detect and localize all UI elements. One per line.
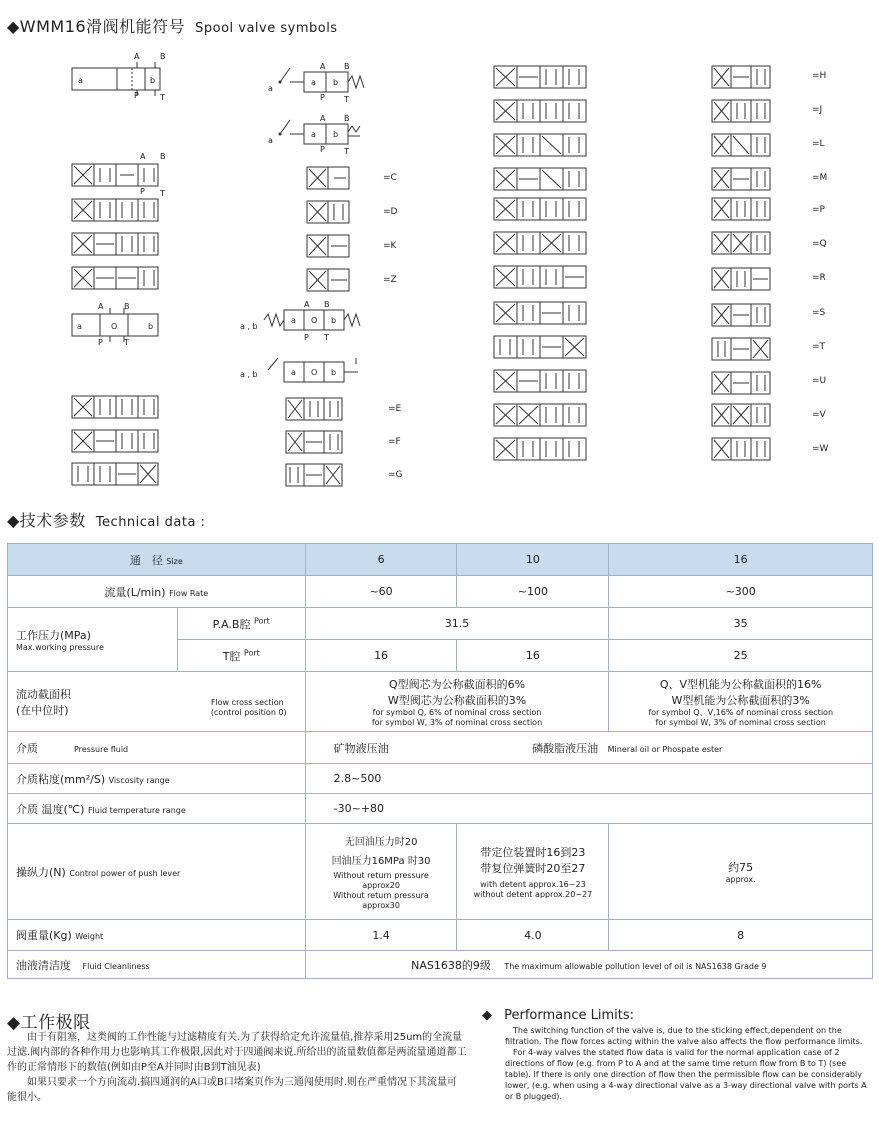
symbol-W [710, 436, 772, 462]
symbol-col1-center-o: a O b A B P T [70, 302, 170, 348]
force-6-en1: Without return pressure approx20 [333, 870, 429, 890]
limits-en-p2: For 4-way valves the stated flow data is valid for the normal application case of 2 directions of flow (e.g. from P to A and at the same time return flow from B to T) (see table). If there is only one direction of flow then the permissible flow can be considerably lower, (e.g. when using a 4-way directional valve as a 3-way directional valve with ports A or B plugged). [505, 1048, 867, 1101]
size-10: 10 [457, 544, 609, 576]
symbols-title-en: Spool valve symbols [195, 21, 338, 36]
symbol-lever-center: a , b a O b [240, 354, 370, 390]
symbol-col3-row12 [492, 436, 588, 462]
limits-cn-p1: 由于有阻塞，这类阀的工作性能与过滤精度有关.为了获得给定允许流量值,推荐采用25um的全流量过滤.阀内部的各种作用力也影响其工作极限,因此对于四通阀来说.所给出的流量数值都是两流量通道都工作的正常情形下的数值(例如由P至A并同时由B到T油见表) [7, 1032, 467, 1073]
code-T: =T [812, 342, 826, 352]
symbols-title-cn: ◆WMM16滑阀机能符号 [7, 17, 186, 36]
flow-section-label-en: Flow cross section [210, 697, 284, 707]
code-J: =J [812, 105, 823, 115]
port-label-2: Port [243, 647, 260, 657]
symbol-L [710, 132, 772, 158]
code-Q: =Q [812, 239, 827, 249]
code-D: =D [383, 207, 398, 217]
size-label-cn: 通 径 [129, 553, 163, 567]
medium-value2: 磷酸脂液压油 [532, 741, 599, 755]
symbol-col3-row9 [492, 334, 588, 360]
cleanliness-label-en: Fluid Cleanliness [82, 961, 150, 971]
code-R: =R [812, 273, 826, 283]
symbol-col3-row8 [492, 300, 588, 326]
port-label-1: Port [253, 615, 270, 625]
flow-10: ~100 [457, 576, 609, 608]
symbol-T [710, 336, 772, 362]
medium-label-en: Pressure fluid [74, 744, 129, 754]
medium-label-cn: 介质 [16, 741, 38, 755]
tech-table [7, 543, 873, 979]
symbol-S [710, 302, 772, 328]
symbol-H [710, 64, 772, 90]
force-10-cn1: 带定位装置时16到23 [480, 845, 586, 859]
medium-value2-en: Mineral oil or Phospate ester [607, 744, 723, 754]
symbol-V [710, 402, 772, 428]
table-row [8, 951, 873, 979]
port-label-A: A [134, 52, 140, 61]
flow-section-left-cn1: Q型阀芯为公称截面积的6% [388, 677, 526, 691]
flow-section-left-en2: for symbol W, 3% of nominal cross section [371, 717, 543, 727]
pab-6-10: 31.5 [305, 608, 609, 640]
pab-label: P.A.B腔 [212, 617, 251, 631]
table-row [8, 576, 873, 608]
table-row [8, 824, 873, 920]
code-Z: =Z [383, 275, 397, 285]
cleanliness-value-cn: NAS1638的9级 [411, 958, 491, 972]
symbol-col1-row2 [70, 196, 162, 224]
force-label-en: Control power of push lever [69, 868, 181, 878]
code-C: =C [383, 173, 397, 183]
symbol-col3-row2 [492, 98, 588, 124]
pab-16: 35 [609, 608, 873, 640]
limits-text-en [505, 1025, 873, 1102]
code-F: =F [388, 437, 401, 447]
cleanliness-value-en: The maximum allowable pollution level of oil is NAS1638 Grade 9 [504, 961, 767, 971]
code-U: =U [812, 376, 827, 386]
code-L: =L [812, 139, 825, 149]
table-row [8, 794, 873, 824]
force-10-en2: without detent approx.20~27 [473, 889, 593, 899]
flow-section-left-cn2: W型阀芯为公称截面积的3% [387, 693, 527, 707]
viscosity-label-cn: 介质粘度(mm²/S) [16, 772, 106, 786]
symbol-col3-row6 [492, 230, 588, 256]
weight-16: 8 [609, 920, 873, 951]
symbol-col1-row3 [70, 230, 162, 258]
flow-label-en: Flow Rate [169, 588, 209, 598]
code-V: =V [812, 410, 826, 420]
weight-10: 4.0 [457, 920, 609, 951]
limits-bullet-en: ◆ [482, 1008, 492, 1023]
port-label-b: b [150, 76, 156, 85]
symbol-col3-row10 [492, 368, 588, 394]
symbol-Z [305, 266, 351, 294]
force-16-en: approx. [725, 874, 756, 884]
t-16: 25 [609, 640, 873, 672]
symbol-R [710, 266, 772, 292]
code-W: =W [812, 444, 829, 454]
symbol-basic-ab [70, 52, 190, 104]
pressure-label-cn: 工作压力(MPa) [16, 629, 91, 642]
port-label-a: a [78, 76, 83, 85]
size-label-en: Size [166, 556, 183, 566]
symbol-lever-spring: a a b A B P T [268, 60, 368, 104]
symbol-col1-row1: A B P T [70, 154, 162, 198]
symbol-col1-row4 [70, 264, 162, 292]
limits-title-en-wrap [482, 1008, 634, 1023]
weight-label-cn: 阀重量(Kg) [16, 929, 72, 942]
viscosity-label-en: Viscosity range [108, 775, 170, 785]
t-6: 16 [305, 640, 457, 672]
force-6-cn2: 回油压力16MPa 时30 [331, 855, 431, 867]
label-ab-1: a , b [240, 322, 258, 331]
port-label-P: P [134, 91, 139, 100]
flow-section-left-en1: for symbol Q, 6% of nominal cross section [372, 707, 542, 717]
code-M: =M [812, 173, 828, 183]
symbol-U [710, 370, 772, 396]
symbol-col1-row5 [70, 393, 162, 421]
force-10-cn2: 带复位弹簧时20至27 [480, 861, 586, 875]
force-6-cn1: 无回油压力时20 [344, 836, 418, 848]
symbol-col3-row5 [492, 196, 588, 222]
symbol-F [284, 428, 344, 456]
limits-title-cn: ◆工作极限 [7, 1013, 91, 1033]
temperature-label-en: Fluid temperature range [87, 805, 186, 815]
symbol-J [710, 98, 772, 124]
tech-title-cn: ◆技术参数 [7, 511, 86, 530]
symbol-double-spring: a , b a O b A B P T [240, 300, 370, 344]
flow-section-right-cn1: Q、V型机能为公称截面积的16% [659, 677, 822, 691]
code-K: =K [383, 241, 397, 251]
table-row [8, 764, 873, 794]
temperature-label-cn: 介质 温度(℃) [16, 802, 85, 816]
symbol-M [710, 166, 772, 192]
limits-en-p1: The switching function of the valve is, due to the sticking effect,dependent on the filtration. The flow forces acting within the valve also affects the flow performance limits. [505, 1026, 863, 1046]
flow-label-cn: 流量(L/min) [104, 585, 166, 599]
force-10-en1: with detent approx.16~23 [480, 879, 586, 889]
temperature-value: -30~+80 [333, 802, 385, 815]
label-ab-2: a , b [240, 370, 258, 379]
flow-section-right-cn2: W型机能为公称截面积的3% [671, 693, 810, 707]
tech-title [7, 508, 205, 531]
size-6: 6 [305, 544, 457, 576]
limits-text-cn [7, 1030, 467, 1105]
flow-section-label-en2: (control position 0) [210, 707, 287, 717]
code-S: =S [812, 308, 826, 318]
flow-16: ~300 [609, 576, 873, 608]
symbols-title [7, 14, 338, 37]
symbol-C [305, 164, 351, 192]
symbol-E [284, 395, 344, 423]
code-P: =P [812, 205, 825, 215]
symbol-G [284, 461, 344, 489]
table-row [8, 608, 873, 640]
table-row [8, 672, 873, 732]
flow-section-label-cn2: (在中位时) [16, 703, 69, 717]
t-10: 16 [457, 640, 609, 672]
tech-title-en: Technical data : [95, 515, 206, 530]
viscosity-value: 2.8~500 [333, 772, 382, 785]
flow-section-label-cn: 流动截面积 [16, 687, 71, 701]
flow-section-right-en1: for symbol Q、V,16% of nominal cross section [648, 707, 834, 717]
force-16-cn: 约75 [728, 860, 754, 874]
t-label: T腔 [222, 649, 241, 663]
table-row [8, 732, 873, 764]
weight-label-en: Weight [75, 932, 104, 941]
force-6-en2: Without return pressura approx30 [333, 890, 429, 910]
symbol-K [305, 232, 351, 260]
code-E: =E [388, 404, 402, 414]
symbol-col3-row3 [492, 132, 588, 158]
symbol-lever-detent: a a b A B P T [268, 112, 368, 156]
limits-cn-p2: 如果只要求一个方向流动.搞四通润的A口或B口堵案页作为三通闯使用时.则在严重情况下其流量可能很小。 [7, 1077, 458, 1103]
limits-title-en: Performance Limits: [504, 1008, 635, 1023]
medium-value1: 矿物液压油 [333, 741, 389, 755]
flow-section-right-en2: for symbol W, 3% of nominal cross section [655, 717, 826, 727]
weight-6: 1.4 [305, 920, 457, 951]
pressure-label-en: Max.working pressure [16, 643, 104, 652]
symbol-D [305, 198, 351, 226]
symbol-col1-row7 [70, 460, 162, 488]
symbol-col3-row4 [492, 166, 588, 192]
code-G: =G [388, 470, 403, 480]
cleanliness-label-cn: 油液清洁度 [16, 958, 71, 972]
symbol-col3-row1 [492, 64, 588, 90]
size-16: 16 [609, 544, 873, 576]
port-label-T: T [160, 93, 165, 102]
table-row [8, 544, 873, 576]
symbol-col1-row6 [70, 427, 162, 455]
port-label-B: B [160, 52, 166, 61]
symbol-Q [710, 230, 772, 256]
symbol-col3-row11 [492, 402, 588, 428]
code-H: =H [812, 71, 827, 81]
flow-6: ~60 [305, 576, 457, 608]
force-label-cn: 操纵力(N) [16, 865, 66, 879]
symbol-col3-row7 [492, 264, 588, 290]
symbol-P [710, 196, 772, 222]
table-row [8, 920, 873, 951]
